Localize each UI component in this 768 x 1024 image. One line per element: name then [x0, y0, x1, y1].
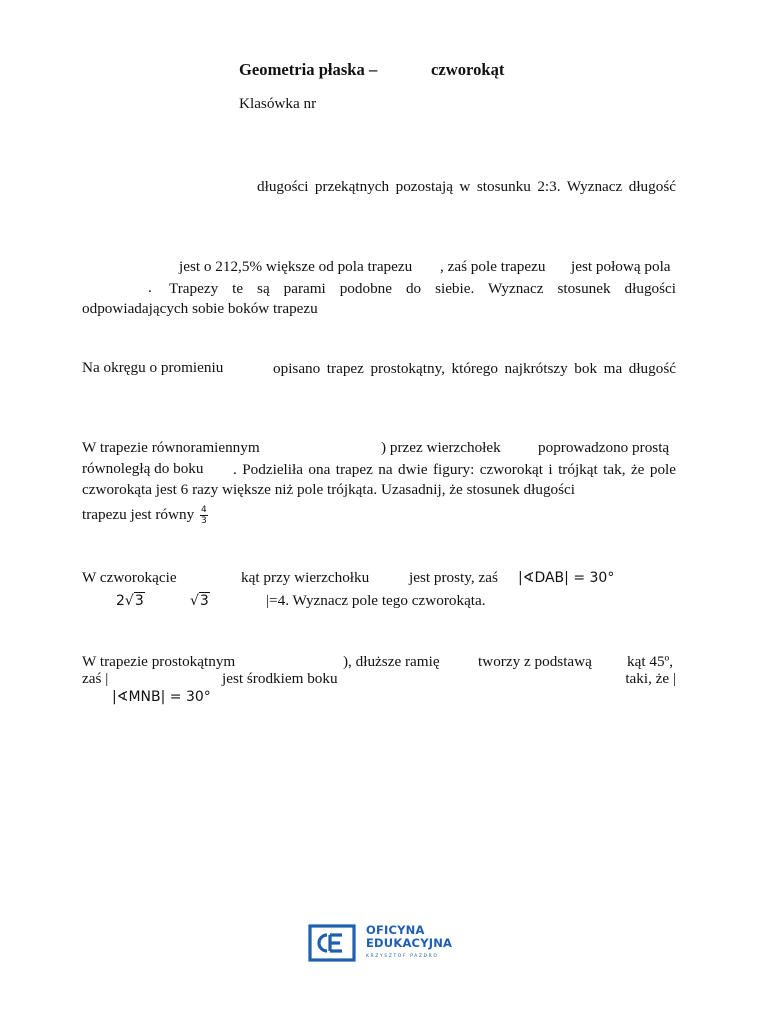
task4-text-e: . Podzieliła ona trapez na dwie figury: czworokąt i trójkąt tak, że pole — [233, 461, 676, 478]
sqrt-expression-1: 2√3 — [116, 593, 144, 609]
task4-line4 — [82, 505, 208, 526]
logo-wordmark — [366, 924, 452, 950]
fraction-denominator: 3 — [200, 516, 207, 526]
page-title-part2: czworokąt — [431, 60, 505, 79]
task4-text-a: W trapezie równoramiennym — [82, 439, 260, 456]
sqrt1-radicand: 3 — [134, 593, 144, 609]
task6-text-g: taki, że | — [625, 670, 676, 687]
task6-text-a: W trapezie prostokątnym — [82, 653, 236, 670]
task2-text-b: , zaś pole trapezu — [440, 258, 546, 275]
task5-text-b: kąt przy wierzchołku — [241, 569, 370, 586]
task4-line4-text: trapezu jest równy — [82, 505, 195, 523]
task5-sqrt1 — [116, 592, 145, 610]
page-subtitle: Klasówka nr — [239, 95, 317, 112]
fraction-numerator: 4 — [200, 505, 207, 515]
task2-text-a: jest o 212,5% większe od pola trapezu — [179, 258, 413, 275]
task4-text-c: poprowadzono prostą — [538, 439, 670, 456]
logo-line2: EDUKACYJNA — [366, 936, 453, 950]
task6-text-e: zaś | — [82, 670, 109, 687]
task3-text-b: opisano trapez prostokątny, którego najkrótszy bok ma długość — [273, 360, 676, 377]
task6-text-c: tworzy z podstawą — [478, 653, 592, 670]
task2-line3: odpowiadających sobie boków trapezu — [82, 300, 318, 317]
task2-text-d: . — [148, 279, 152, 296]
sqrt1-coefficient: 2 — [116, 593, 125, 609]
oficyna-logo-icon — [308, 924, 358, 964]
task2-text-c: jest połową pola — [571, 258, 671, 275]
task1-line1: długości przekątnych pozostają w stosunku 2:3. Wyznacz długość — [257, 178, 676, 195]
task5-text-a: W czworokącie — [82, 569, 177, 586]
sqrt-expression-2: √3 — [190, 593, 209, 609]
task5-line2-tail: |=4. Wyznacz pole tego czworokąta. — [266, 592, 486, 609]
logo-subtitle: KRZYSZTOF PAZDRO — [366, 954, 439, 959]
publisher-logo — [308, 924, 458, 966]
page-title-part1: Geometria płaska – — [239, 60, 378, 79]
task4-line3: czworokąta jest 6 razy większe niż pole trójkąta. Uzasadnij, że stosunek długości — [82, 481, 576, 498]
task2-line2: Trapezy te są parami podobne do siebie. Wyznacz stosunek długości — [169, 280, 676, 297]
task6-text-b: ), dłuższe ramię — [343, 653, 440, 670]
task5-sqrt2 — [190, 592, 210, 610]
task6-angle-expression: |∢MNB| = 30° — [112, 689, 211, 705]
task4-text-d: równoległą do boku — [82, 460, 204, 477]
task3-text-a: Na okręgu o promieniu — [82, 359, 224, 376]
sqrt2-radicand: 3 — [199, 593, 209, 609]
task4-text-b: ) przez wierzchołek — [381, 439, 501, 456]
task6-text-f: jest środkiem boku — [222, 670, 338, 687]
task5-text-c: jest prosty, zaś — [409, 569, 498, 586]
task6-text-d: kąt 45º, — [627, 653, 674, 670]
task5-angle-expression: |∢DAB| = 30° — [518, 570, 615, 586]
logo-line1: OFICYNA — [366, 923, 425, 937]
fraction-four-thirds — [200, 505, 208, 526]
